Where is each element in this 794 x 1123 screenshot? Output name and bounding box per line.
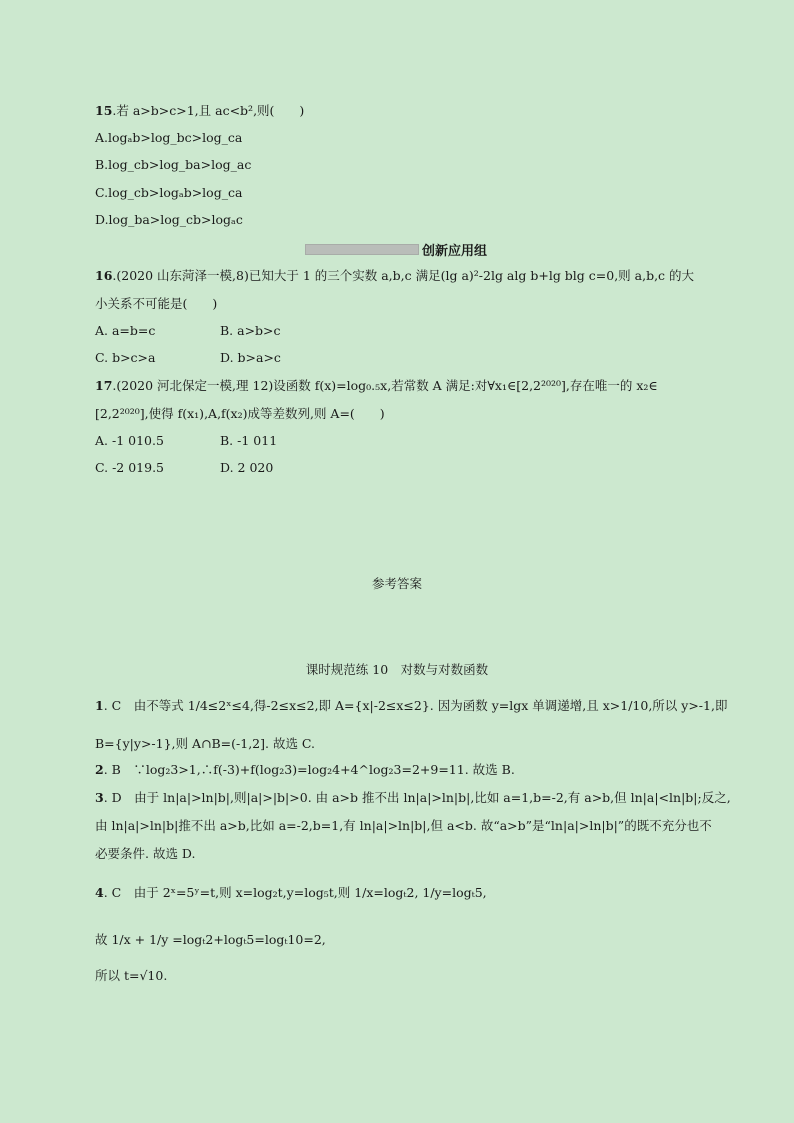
question-15-option-d: D.log_ba>log_cb>logₐc: [95, 212, 243, 227]
answer-3-line-3: 必要条件. 故选 D.: [95, 846, 196, 861]
answer-3-line-2: 由 ln|a|>ln|b|推不出 a>b,比如 a=-2,b=1,有 ln|a|>ln|b|,但 a<b. 故“a>b”是“ln|a|>ln|b|”的既不充分也不: [95, 818, 712, 833]
section-heading: [305, 240, 487, 258]
answer-4-line-1: 4. C 由于 2ˣ=5ʸ=t,则 x=log₂t,y=log₅t,则 1/x=logₜ2, 1/y=logₜ5,: [95, 885, 487, 900]
lesson-title: 课时规范练 10 对数与对数函数: [305, 662, 489, 677]
answer-3-line-1: 3. D 由于 ln|a|>ln|b|,则|a|>|b|>0. 由 a>b 推不出 ln|a|>ln|b|,比如 a=1,b=-2,有 a>b,但 ln|a|<ln|b|;反之,: [95, 790, 731, 805]
question-16-option-c: C. b>c>a: [95, 350, 156, 365]
question-16-line-2: 小关系不可能是( ): [95, 296, 218, 311]
answer-1-line-1: 1. C 由不等式 1/4≤2ˣ≤4,得-2≤x≤2,即 A={x|-2≤x≤2}. 因为函数 y=lgx 单调递增,且 x>1/10,所以 y>-1,即: [95, 698, 728, 713]
question-16-line-1: 16.(2020 山东菏泽一模,8)已知大于 1 的三个实数 a,b,c 满足(lg a)²-2lg alg b+lg blg c=0,则 a,b,c 的大: [95, 268, 695, 283]
question-15-option-c: C.log_cb>logₐb>log_ca: [95, 185, 243, 200]
question-17-option-d: D. 2 020: [220, 460, 274, 475]
section-heading-bar: [305, 244, 419, 255]
answer-4-line-3: 所以 t=√10.: [95, 968, 168, 983]
question-17-line-2: [2,2²⁰²⁰],使得 f(x₁),A,f(x₂)成等差数列,则 A=( ): [95, 406, 385, 421]
question-17-line-1: 17.(2020 河北保定一模,理 12)设函数 f(x)=log₀.₅x,若常数 A 满足:对∀x₁∈[2,2²⁰²⁰],存在唯一的 x₂∈: [95, 378, 658, 393]
question-16-option-d: D. b>a>c: [220, 350, 281, 365]
question-17-option-b: B. -1 011: [220, 433, 278, 448]
answers-title: 参考答案: [371, 576, 422, 591]
question-16-option-a: A. a=b=c: [95, 323, 156, 338]
question-17-option-c: C. -2 019.5: [95, 460, 165, 475]
question-16-option-b: B. a>b>c: [220, 323, 281, 338]
question-15-option-b: B.log_cb>log_ba>log_ac: [95, 157, 252, 172]
question-15-stem: 15.若 a>b>c>1,且 ac<b²,则( ): [95, 103, 305, 118]
question-17-option-a: A. -1 010.5: [95, 433, 164, 448]
answer-4-line-2: 故 1/x + 1/y =logₜ2+logₜ5=logₜ10=2,: [95, 932, 326, 947]
question-15-option-a: A.logₐb>log_bc>log_ca: [95, 130, 243, 145]
answer-2-line-1: 2. B ∵log₂3>1,∴f(-3)+f(log₂3)=log₂4+4^log₂3=2+9=11. 故选 B.: [95, 762, 515, 777]
answer-1-line-2: B={y|y>-1},则 A∩B=(-1,2]. 故选 C.: [95, 736, 316, 751]
section-heading-title: 创新应用组: [422, 243, 488, 259]
